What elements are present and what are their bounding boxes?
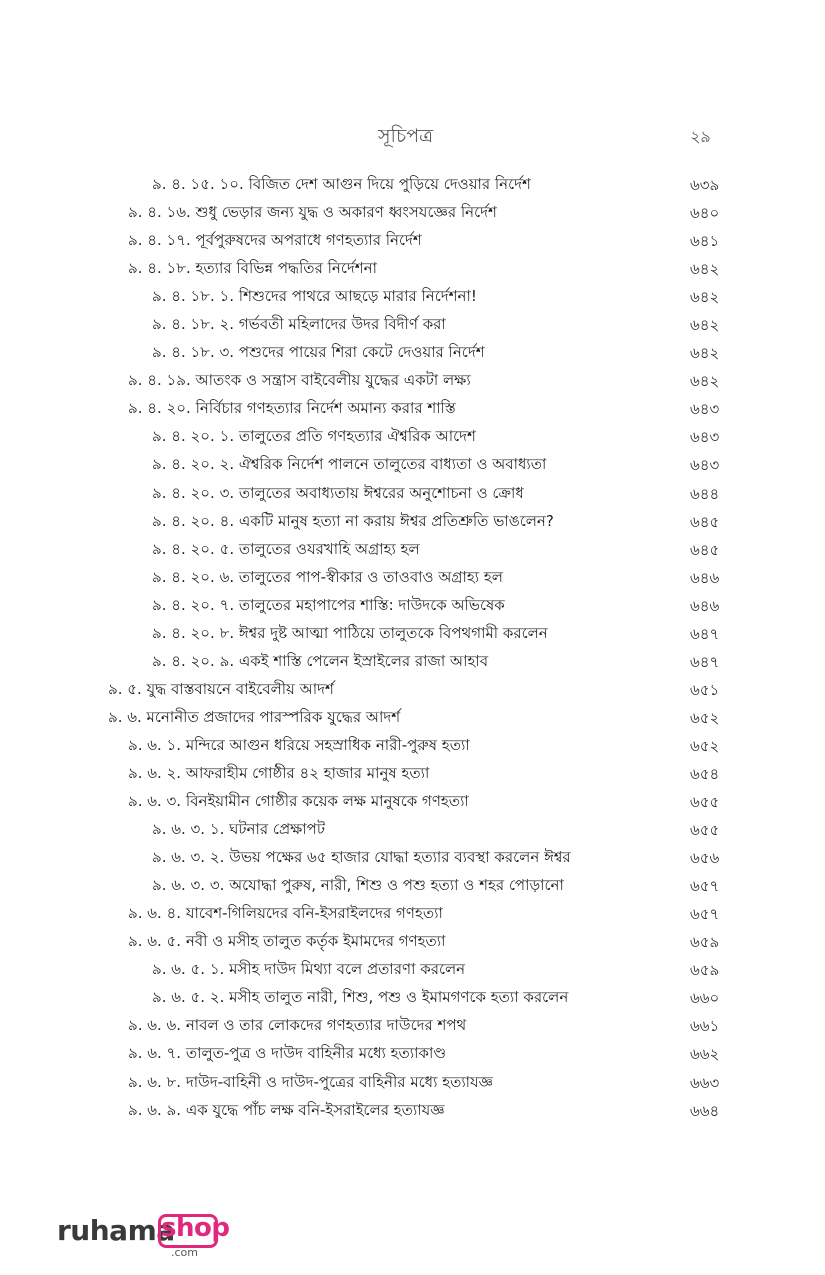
toc-entry-title: ৯. ৪. ১৮. ১. শিশুদের পাথরে আছড়ে মারার নির্দেশনা! [152,287,477,306]
toc-entry [0,338,825,366]
logo-shop-text: shop [161,1213,230,1243]
toc-entry [0,983,825,1011]
toc-entry [0,731,825,759]
toc-entry [0,927,825,955]
toc-entry [0,563,825,591]
toc-entry [0,703,825,731]
toc-entry-page: ৬৫৬ [690,849,720,868]
toc-entry-page: ৬৪২ [690,372,720,391]
toc-entry [0,619,825,647]
logo-ruhama-text: ruhama [57,1214,175,1247]
toc-entry-page: ৬৫২ [690,708,720,727]
toc-entry [0,254,825,282]
toc-entry-title: ৯. ৪. ১৮. ৩. পশুদের পায়ের শিরা কেটে দেওয়ার নির্দেশ [152,343,485,362]
toc-entry-page: ৬৪৩ [690,428,720,447]
toc-entry [0,871,825,899]
toc-entry [0,170,825,198]
toc-entry-title: ৯. ৪. ২০. ৩. তালুতের অবাধ্যতায় ঈশ্বরের অনুশোচনা ও ক্রোধ [152,483,524,502]
toc-entry [0,198,825,226]
toc-entry [0,310,825,338]
toc-entry-page: ৬৫৯ [690,933,720,952]
toc-entry-title: ৯. ৬. ৭. তালুত-পুত্র ও দাউদ বাহিনীর মধ্যে হত্যাকাণ্ড [128,1044,447,1063]
toc-entry-title: ৯. ৪. ১৮. ২. গর্ভবতী মহিলাদের উদর বিদীর্ণ করা [152,315,446,334]
toc-entry-title: ৯. ৬. ৬. নাবল ও তার লোকদের গণহত্যার দাউদের শপথ [128,1016,467,1035]
toc-entry-title: ৯. ৪. ১৭. পূর্বপুরুষদের অপরাধে গণহত্যার নির্দেশ [128,231,422,250]
toc-entry-title: ৯. ৪. ১৯. আতংক ও সন্ত্রাস বাইবেলীয় যুদ্ধের একটা লক্ষ্য [128,371,471,390]
toc-entry [0,675,825,703]
toc-entry-title: ৯. ৬. ৪. যাবেশ-গিলিয়দের বনি-ইসরাইলদের গণহত্যা [128,904,443,923]
toc-entry-page: ৬৫৯ [690,961,720,980]
toc-entry-page: ৬৫২ [690,736,720,755]
toc-entry-title: ৯. ৬. ৯. এক যুদ্ধে পাঁচ লক্ষ বনি-ইসরাইলের হত্যাযজ্ঞ [128,1100,445,1119]
table-of-contents [0,170,825,1124]
toc-entry-page: ৬৪৭ [690,624,720,643]
toc-entry-page: ৬৪৫ [690,540,720,559]
toc-entry [0,282,825,310]
toc-entry-title: ৯. ৬. ৫. ১. মসীহ দাউদ মিথ্যা বলে প্রতারণা করলেন [152,960,466,979]
toc-entry-page: ৬৪১ [690,232,720,251]
toc-entry-page: ৬৫৭ [690,877,720,896]
toc-entry-page: ৬৬২ [690,1045,720,1064]
toc-entry-page: ৬৪২ [690,344,720,363]
toc-entry [0,955,825,983]
toc-entry-page: ৬৬৪ [690,1101,720,1120]
toc-entry-page: ৬৪০ [690,204,720,223]
toc-entry-title: ৯. ৪. ২০. ৯. একই শাস্তি পেলেন ইস্রাইলের রাজা আহাব [152,651,489,670]
toc-entry-title: ৯. ৪. ২০. ৬. তালুতের পাপ-স্বীকার ও তাওবাও অগ্রাহ্য হল [152,567,503,586]
toc-entry [0,535,825,563]
logo-domain-text: .com [171,1246,198,1259]
toc-entry [0,1096,825,1124]
toc-entry-page: ৬৬১ [690,1017,720,1036]
toc-entry [0,507,825,535]
toc-entry [0,759,825,787]
toc-entry-page: ৬৪৬ [690,596,720,615]
toc-entry-page: ৬৪২ [690,316,720,335]
toc-entry-title: ৯. ৬. ৫. নবী ও মসীহ তালুত কর্তৃক ইমামদের গণহত্যা [128,932,446,951]
page-header [0,122,825,152]
toc-entry [0,843,825,871]
page-number: ২৯ [690,127,711,146]
toc-entry-title: ৯. ৬. ৩. ১. ঘটনার প্রেক্ষাপট [152,820,326,839]
toc-entry-title: ৯. ৬. ৩. ৩. অযোদ্ধা পুরুষ, নারী, শিশু ও পশু হত্যা ও শহর পোড়ানো [152,876,564,895]
toc-entry-page: ৬৫৭ [690,905,720,924]
toc-entry-title: ৯. ৪. ১৮. হত্যার বিভিন্ন পদ্ধতির নির্দেশনা [128,259,377,278]
toc-entry-page: ৬৪৫ [690,512,720,531]
toc-entry-page: ৬৬০ [690,989,720,1008]
toc-entry [0,1011,825,1039]
toc-entry-page: ৬৪২ [690,260,720,279]
toc-entry [0,226,825,254]
page-title: সূচিপত্র [378,125,434,147]
toc-entry-page: ৬৪৭ [690,652,720,671]
toc-entry-page: ৬৫৫ [690,793,720,812]
toc-entry [0,394,825,422]
toc-entry-page: ৬৬৩ [690,1073,720,1092]
toc-entry-page: ৬৫৪ [690,764,720,783]
toc-entry-title: ৯. ৪. ২০. নির্বিচার গণহত্যার নির্দেশ অমান্য করার শাস্তি [128,399,456,418]
toc-entry-page: ৬৪৬ [690,568,720,587]
toc-entry-title: ৯. ৬. ১. মন্দিরে আগুন ধরিয়ে সহস্রাধিক নারী-পুরুষ হত্যা [128,735,470,754]
toc-entry-title: ৯. ৬. মনোনীত প্রজাদের পারস্পরিক যুদ্ধের আদর্শ [108,707,401,726]
toc-entry [0,899,825,927]
toc-entry-page: ৬৩৯ [690,176,720,194]
toc-entry [0,366,825,394]
toc-entry-title: ৯. ৬. ৩. বিনইয়ামীন গোষ্ঠীর কয়েক লক্ষ মানুষকে গণহত্যা [128,792,469,811]
toc-entry-page: ৬৫৫ [690,821,720,840]
toc-entry [0,450,825,478]
toc-entry-title: ৯. ৪. ২০. ২. ঐশ্বরিক নির্দেশ পালনে তালুতের বাধ্যতা ও অবাধ্যতা [152,455,547,474]
toc-entry [0,591,825,619]
toc-entry-title: ৯. ৬. ২. আফরাহীম গোষ্ঠীর ৪২ হাজার মানুষ হত্যা [128,763,430,782]
toc-entry-title: ৯. ৬. ৫. ২. মসীহ তালুত নারী, শিশু, পশু ও ইমামগণকে হত্যা করলেন [152,988,569,1007]
toc-entry [0,1039,825,1067]
logo-shop-badge [158,1213,230,1248]
toc-entry [0,647,825,675]
toc-entry-page: ৬৪৩ [690,456,720,475]
toc-entry-title: ৯. ৪. ২০. ১. তালুতের প্রতি গণহত্যার ঐশ্বরিক আদেশ [152,427,476,446]
toc-entry [0,787,825,815]
toc-entry-title: ৯. ৬. ৮. দাউদ-বাহিনী ও দাউদ-পুত্রের বাহিনীর মধ্যে হত্যাযজ্ঞ [128,1072,494,1091]
toc-entry-title: ৯. ৪. ২০. ৮. ঈশ্বর দুষ্ট আত্মা পাঠিয়ে তালুতকে বিপথগামী করলেন [152,623,548,642]
toc-entry-title: ৯. ৫. যুদ্ধ বাস্তবায়নে বাইবেলীয় আদর্শ [108,679,334,698]
toc-entry-title: ৯. ৪. ২০. ৪. একটি মানুষ হত্যা না করায় ঈশ্বর প্রতিশ্রুতি ভাঙলেন? [152,511,554,530]
toc-entry-title: ৯. ৪. ২০. ৫. তালুতের ওযরখাহি অগ্রাহ্য হল [152,539,420,558]
toc-entry-page: ৬৫১ [690,680,720,699]
toc-entry [0,479,825,507]
toc-entry [0,422,825,450]
toc-entry-title: ৯. ৪. ১৬. শুধু ভেড়ার জন্য যুদ্ধ ও অকারণ ধ্বংসযজ্ঞের নির্দেশ [128,203,497,222]
toc-entry-page: ৬৪৩ [690,400,720,419]
toc-entry-title: ৯. ৬. ৩. ২. উভয় পক্ষের ৬৫ হাজার যোদ্ধা হত্যার ব্যবস্থা করলেন ঈশ্বর [152,848,571,867]
toc-entry [0,1068,825,1096]
toc-entry-page: ৬৪৪ [690,484,720,503]
toc-entry-title: ৯. ৪. ১৫. ১০. বিজিত দেশ আগুন দিয়ে পুড়িয়ে দেওয়ার নির্দেশ [152,175,531,193]
toc-entry-page: ৬৪২ [690,288,720,307]
toc-entry [0,815,825,843]
toc-entry-title: ৯. ৪. ২০. ৭. তালুতের মহাপাপের শাস্তি: দাউদকে অভিষেক [152,595,505,614]
